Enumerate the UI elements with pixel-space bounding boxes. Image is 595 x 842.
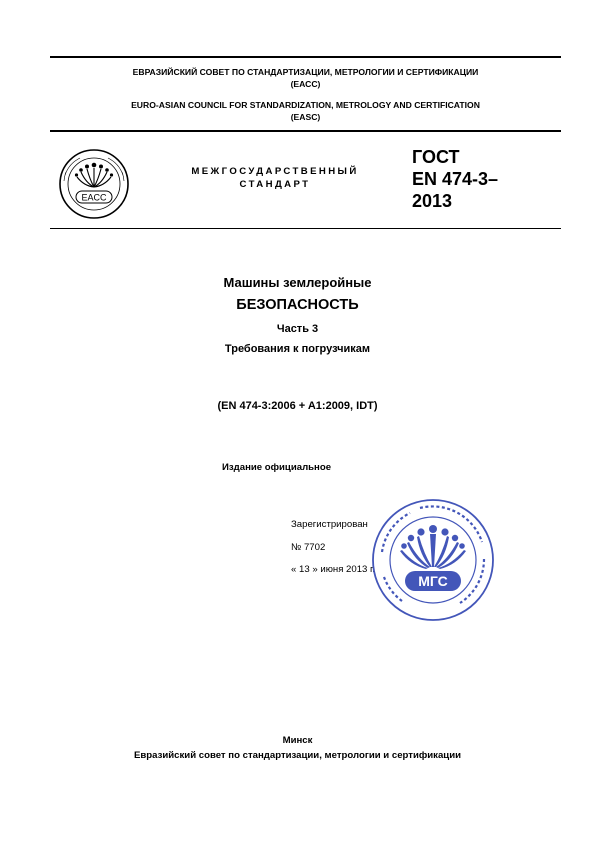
registration-number: № 7702 <box>291 542 326 553</box>
title-line2: БЕЗОПАСНОСТЬ <box>236 297 359 313</box>
top-rule <box>50 56 561 58</box>
easc-emblem-icon <box>50 147 138 221</box>
council-name-en <box>50 99 561 123</box>
header-rule <box>50 130 561 132</box>
standard-type <box>165 165 385 191</box>
title-line4: Требования к погрузчикам <box>224 343 371 355</box>
publication-city: Минск <box>282 735 313 746</box>
stamp-label: МГС <box>418 573 448 589</box>
logo-label: EACC <box>81 192 107 203</box>
title-line3: Часть 3 <box>276 323 319 335</box>
designation-line3: 2013 <box>412 191 453 211</box>
standard-type-line1: МЕЖГОСУДАРСТВЕННЫЙ <box>191 166 359 177</box>
easc-logo <box>50 147 138 221</box>
council-name-en-text: EURO-ASIAN COUNCIL FOR STANDARDIZATION, METROLOGY AND CERTIFICATION <box>131 100 480 110</box>
standard-type-line2: СТАНДАРТ <box>239 179 311 190</box>
council-name-ru <box>50 66 561 90</box>
publisher-name: Евразийский совет по стандартизации, метрологии и сертификации <box>133 750 461 761</box>
designation-line2: EN 474-3– <box>412 169 499 189</box>
mgs-stamp-icon <box>370 497 496 623</box>
registration-date: « 13 » июня 2013 г. <box>291 564 376 575</box>
title-rule <box>50 228 561 229</box>
standard-designation <box>412 146 498 212</box>
council-name-ru-text: ЕВРАЗИЙСКИЙ СОВЕТ ПО СТАНДАРТИЗАЦИИ, МЕТРОЛОГИИ И СЕРТИФИКАЦИИ <box>132 67 479 77</box>
council-abbr-en: (EASC) <box>290 112 321 122</box>
edition-label: Издание официальное <box>222 462 332 473</box>
mgs-stamp <box>370 497 496 623</box>
registration-line1: Зарегистрирован <box>291 519 368 530</box>
council-abbr-ru: (ЕАСС) <box>290 79 321 89</box>
title-line1: Машины землеройные <box>223 275 372 290</box>
reference-standard: (EN 474-3:2006 + A1:2009, IDT) <box>217 400 378 412</box>
designation-line1: ГОСТ <box>412 147 460 167</box>
